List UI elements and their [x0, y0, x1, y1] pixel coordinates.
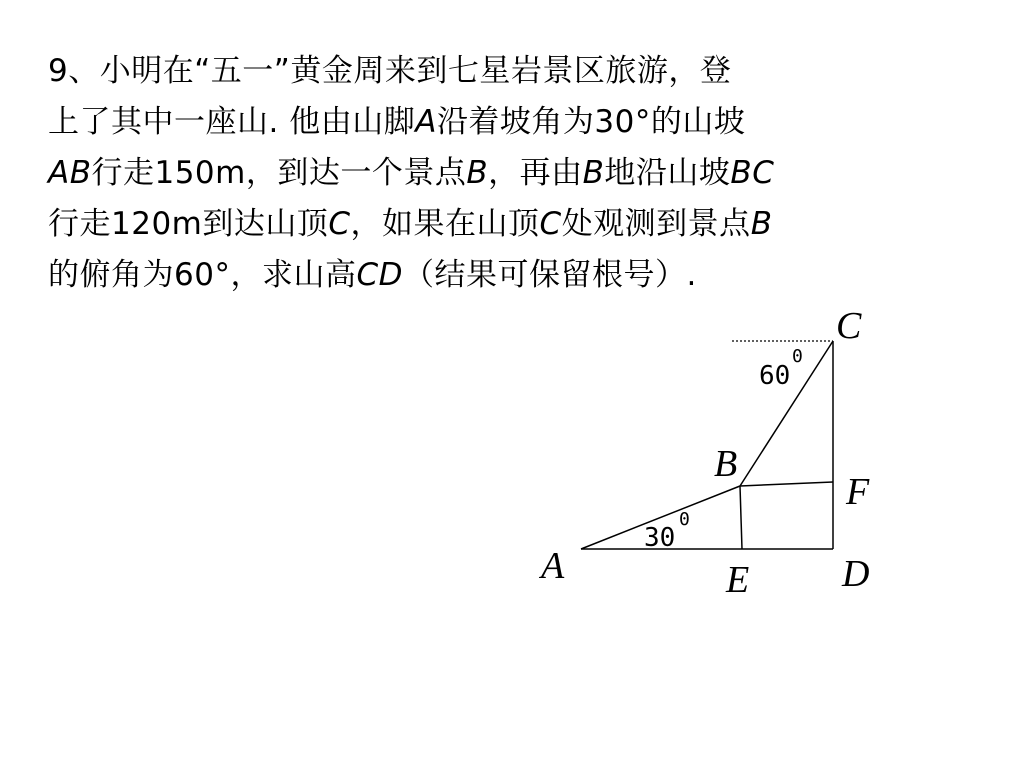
- angle-30-label: 30: [644, 523, 676, 553]
- point-a-ref: A: [415, 104, 437, 140]
- problem-line-5-text-c: （结果可保留根号）.: [402, 257, 697, 293]
- problem-line-1-text: 9、小明在“五一”黄金周来到七星岩景区旅游，登: [48, 53, 732, 89]
- label-point-d: D: [842, 553, 870, 595]
- problem-line-3-text-f: 地沿山坡: [604, 155, 731, 191]
- label-point-a: A: [541, 545, 565, 587]
- segment-ab-ref: AB: [48, 155, 92, 191]
- problem-line-4-text-e: 处观测到景点: [561, 206, 751, 242]
- problem-line-4-text-a: 行走120m到达山顶: [48, 206, 329, 242]
- problem-line-2-text-a: 上了其中一座山. 他由山脚: [48, 104, 416, 140]
- problem-line-3-text-b: 行走150m，到达一个景点: [91, 155, 467, 191]
- point-b-ref-2: B: [582, 155, 605, 191]
- segment-cd-ref: CD: [356, 257, 403, 293]
- problem-line-3-text-d: ，再由: [488, 155, 583, 191]
- label-point-f: F: [846, 471, 870, 513]
- problem-line-4-text-c: ，如果在山顶: [350, 206, 540, 242]
- segment-be: [740, 486, 742, 549]
- angle-30-degree-sup: 0: [679, 509, 690, 530]
- problem-line-5-text-a: 的俯角为60°，求山高: [48, 257, 357, 293]
- label-point-c: C: [836, 305, 862, 347]
- angle-60-degree-sup: 0: [792, 346, 803, 367]
- point-b-ref-3: B: [750, 206, 773, 242]
- segment-bf: [740, 482, 833, 486]
- segment-bc-ref: BC: [730, 155, 775, 191]
- label-point-e: E: [726, 559, 750, 601]
- angle-60-label: 60: [759, 361, 791, 391]
- problem-line-2-text-c: 沿着坡角为30°的山坡: [436, 104, 746, 140]
- label-point-b: B: [714, 443, 738, 485]
- point-c-ref-2: C: [539, 206, 562, 242]
- point-b-ref: B: [466, 155, 489, 191]
- point-c-ref: C: [328, 206, 351, 242]
